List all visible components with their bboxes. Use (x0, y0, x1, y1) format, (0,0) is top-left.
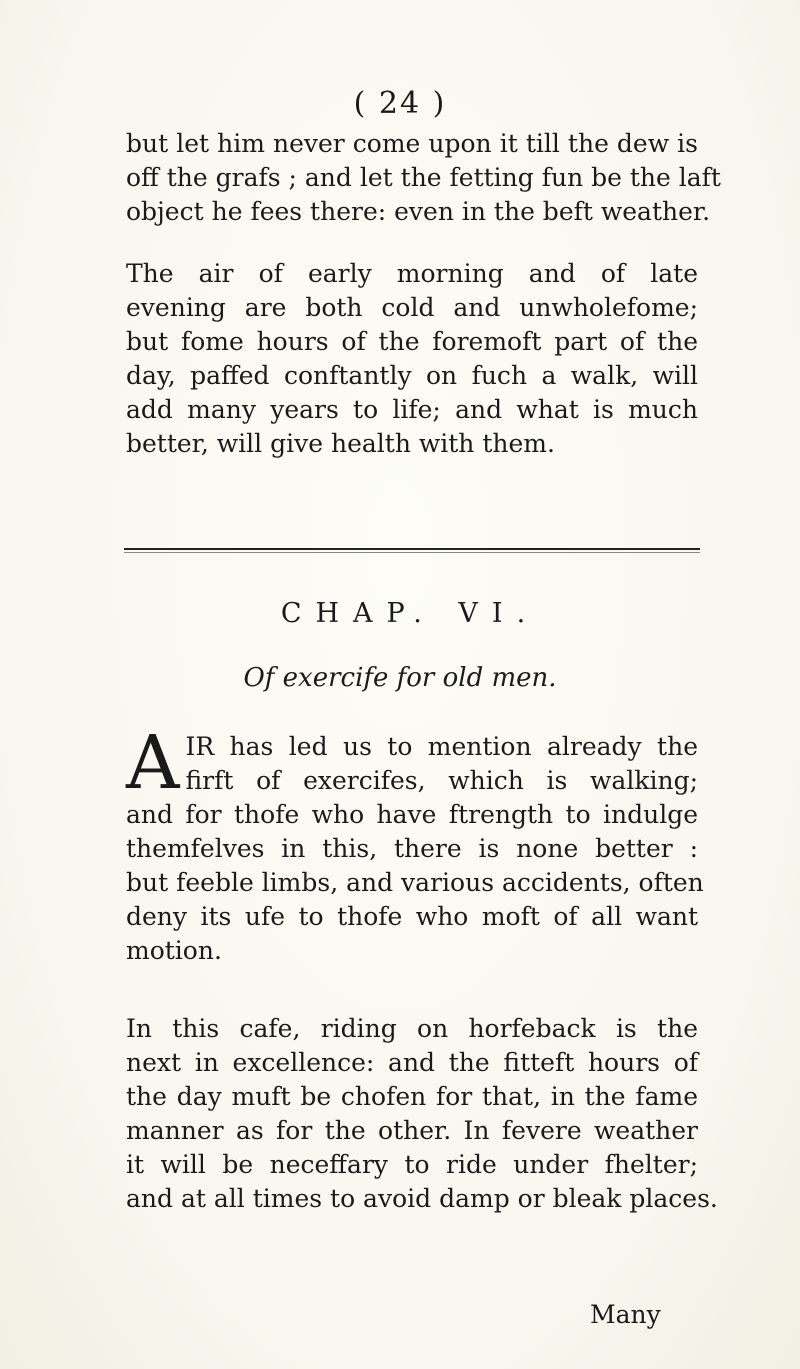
text-line: manner as for the other. In fevere weather (126, 1116, 698, 1145)
page-number: ( 24 ) (353, 86, 447, 121)
text-line: deny its ufe to thofe who moft of all want (126, 902, 698, 931)
paragraph-2 (126, 257, 698, 461)
text-line: better, will give health with them. (126, 429, 555, 458)
text-line: IR has led us to mention already the (185, 732, 698, 761)
text-line: but feeble limbs, and various accidents, often (126, 868, 704, 897)
text-line: off the grafs ; and let the fetting fun be the laft (126, 163, 721, 192)
drop-cap: A (126, 720, 180, 806)
text-line: In this cafe, riding on horfeback is the (126, 1014, 698, 1043)
chapter-heading: CHAP. VI. (280, 598, 540, 629)
text-line: firft of exercifes, which is walking; (185, 766, 698, 795)
text-line: The air of early morning and of late (126, 259, 698, 288)
text-line: add many years to life; and what is much (126, 395, 698, 424)
paragraph-3 (126, 720, 704, 968)
text-line: next in excellence: and the fitteft hours of (126, 1048, 698, 1077)
text-line: object he fees there: even in the beft weather. (126, 197, 711, 226)
text-line: and for thofe who have ftrength to indulge (126, 800, 698, 829)
text-line: but let him never come upon it till the dew is (126, 129, 698, 158)
chapter-subtitle: Of exercife for old men. (243, 663, 557, 693)
text-line: the day muft be chofen for that, in the fame (126, 1082, 698, 1111)
paragraph-4 (126, 1012, 718, 1216)
text-line: motion. (126, 936, 222, 965)
text-line: themfelves in this, there is none better : (126, 834, 698, 863)
paragraph-1 (126, 127, 721, 229)
text-line: evening are both cold and unwholefome; (126, 293, 698, 322)
text-line: but fome hours of the foremoft part of the (126, 327, 698, 356)
text-line: day, paffed conftantly on fuch a walk, will (126, 361, 698, 390)
section-divider (124, 548, 700, 550)
text-line: it will be neceffary to ride under fhelter; (126, 1150, 698, 1179)
catchword: Many (590, 1300, 661, 1329)
text-line: and at all times to avoid damp or bleak places. (126, 1184, 718, 1213)
